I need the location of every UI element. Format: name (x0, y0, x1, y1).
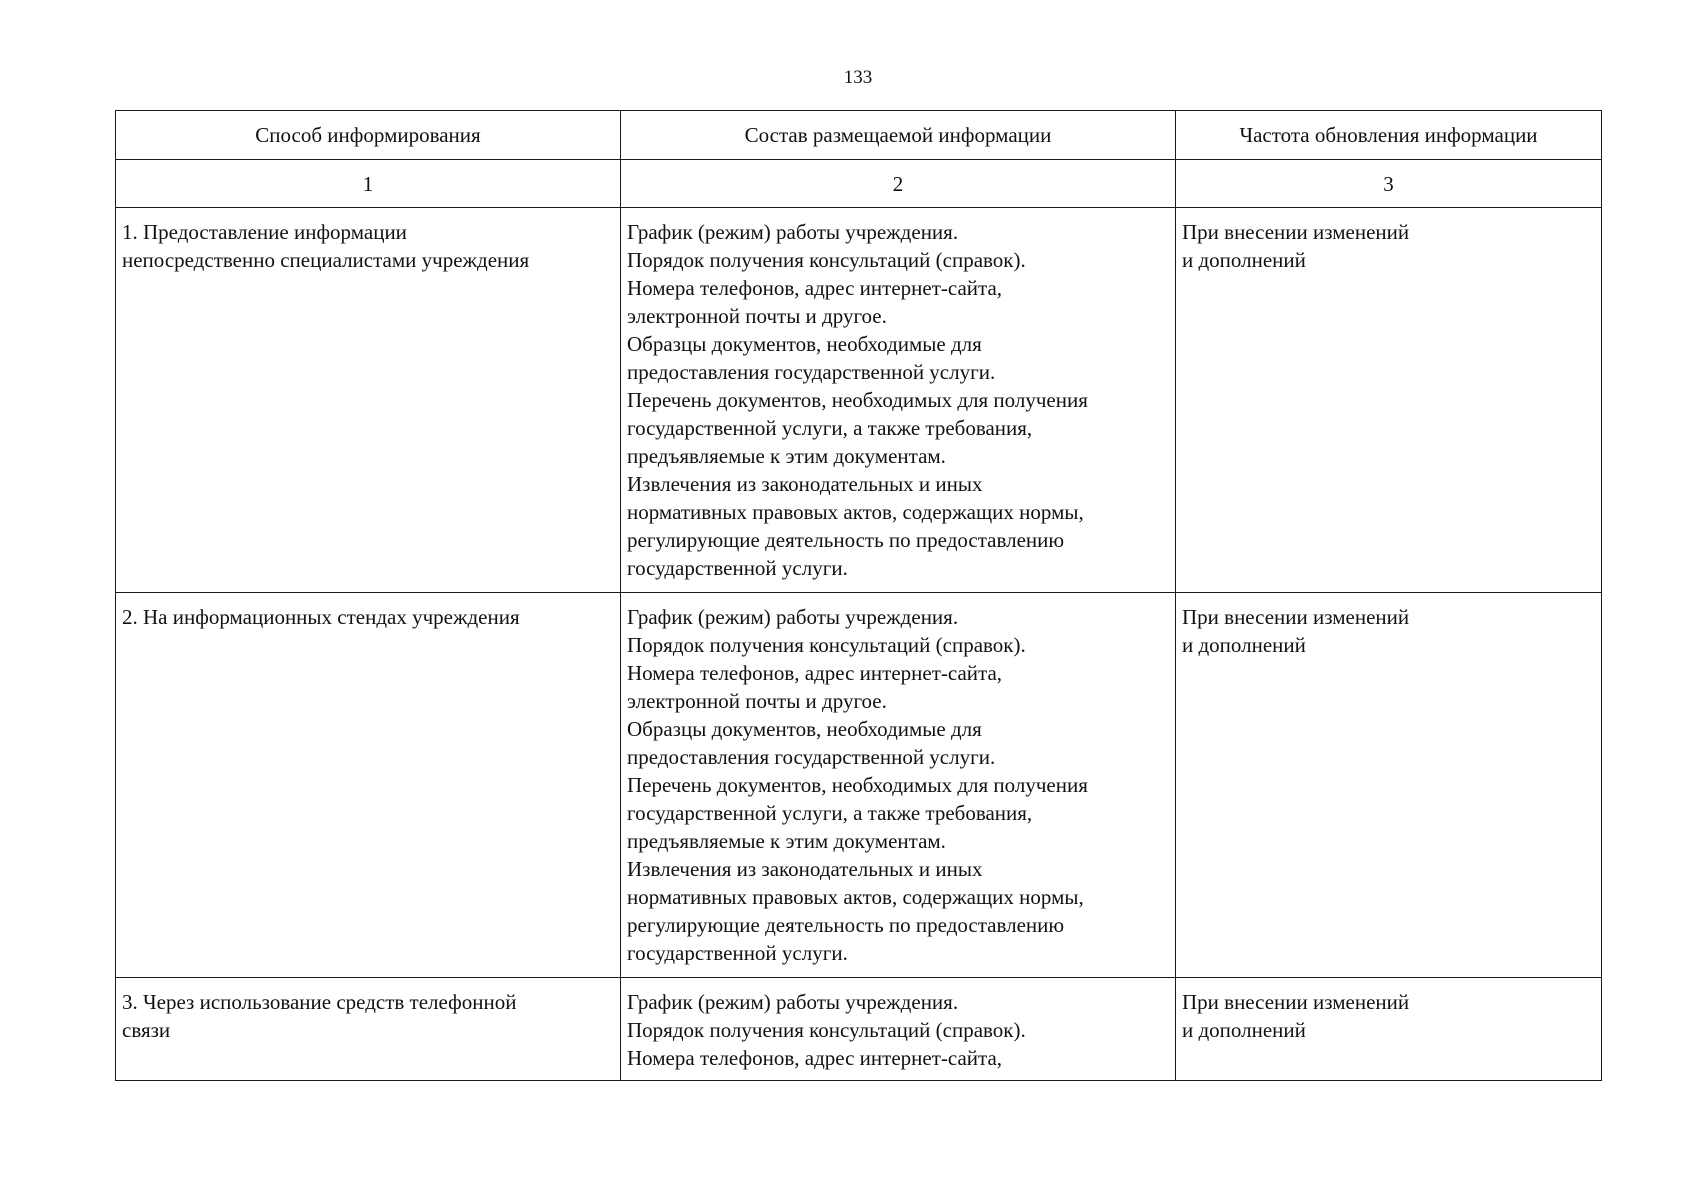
text-line: Порядок получения консультаций (справок). (627, 633, 1026, 657)
text-line: регулирующие деятельность по предоставлению (627, 913, 1065, 937)
content-cell (621, 593, 1176, 978)
text-line: 2. На информационных стендах учреждения (122, 605, 520, 629)
content-cell (621, 208, 1176, 593)
text-line: государственной услуги. (627, 556, 848, 580)
text-line: электронной почты и другое. (627, 689, 887, 713)
text-line: Номера телефонов, адрес интернет-сайта, (627, 1046, 1003, 1070)
text-line: регулирующие деятельность по предоставлению (627, 528, 1065, 552)
text-line: и дополнений (1182, 248, 1306, 272)
table-row (116, 208, 1602, 593)
text-line: 3. Через использование средств телефонной (122, 990, 517, 1014)
text-line: предоставления государственной услуги. (627, 745, 996, 769)
page-number: 133 (843, 67, 873, 88)
column-number-3: 3 (1176, 160, 1602, 208)
text-line: Порядок получения консультаций (справок). (627, 248, 1026, 272)
table-header-row (116, 111, 1602, 160)
text-line: Образцы документов, необходимые для (627, 717, 982, 741)
text-line: Образцы документов, необходимые для (627, 332, 982, 356)
header-content: Состав размещаемой информации (621, 111, 1176, 160)
header-frequency: Частота обновления информации (1176, 111, 1602, 160)
text-line: График (режим) работы учреждения. (627, 605, 959, 629)
frequency-cell (1176, 208, 1602, 593)
text-line: 1. Предоставление информации (122, 220, 407, 244)
text-line: и дополнений (1182, 1018, 1306, 1042)
header-method: Способ информирования (116, 111, 621, 160)
text-line: Номера телефонов, адрес интернет-сайта, (627, 276, 1003, 300)
text-line: Перечень документов, необходимых для получения (627, 388, 1088, 412)
table-row (116, 978, 1602, 1081)
text-line: При внесении изменений (1182, 220, 1410, 244)
column-number-row (116, 160, 1602, 208)
method-cell (116, 978, 621, 1081)
text-line: нормативных правовых актов, содержащих нормы, (627, 885, 1084, 909)
frequency-cell (1176, 593, 1602, 978)
text-line: Порядок получения консультаций (справок). (627, 1018, 1026, 1042)
text-line: предъявляемые к этим документам. (627, 444, 946, 468)
text-line: График (режим) работы учреждения. (627, 990, 959, 1014)
content-cell (621, 978, 1176, 1081)
text-line: предъявляемые к этим документам. (627, 829, 946, 853)
text-line: и дополнений (1182, 633, 1306, 657)
text-line: График (режим) работы учреждения. (627, 220, 959, 244)
column-number-2: 2 (621, 160, 1176, 208)
text-line: связи (122, 1018, 171, 1042)
text-line: Извлечения из законодательных и иных (627, 857, 983, 881)
information-table (115, 110, 1602, 1081)
method-cell (116, 593, 621, 978)
text-line: государственной услуги, а также требования, (627, 801, 1033, 825)
text-line: предоставления государственной услуги. (627, 360, 996, 384)
text-line: государственной услуги. (627, 941, 848, 965)
text-line: При внесении изменений (1182, 990, 1410, 1014)
text-line: государственной услуги, а также требования, (627, 416, 1033, 440)
column-number-1: 1 (116, 160, 621, 208)
text-line: Номера телефонов, адрес интернет-сайта, (627, 661, 1003, 685)
method-cell (116, 208, 621, 593)
text-line: электронной почты и другое. (627, 304, 887, 328)
frequency-cell (1176, 978, 1602, 1081)
text-line: нормативных правовых актов, содержащих нормы, (627, 500, 1084, 524)
table-row (116, 593, 1602, 978)
text-line: При внесении изменений (1182, 605, 1410, 629)
text-line: непосредственно специалистами учреждения (122, 248, 530, 272)
text-line: Извлечения из законодательных и иных (627, 472, 983, 496)
text-line: Перечень документов, необходимых для получения (627, 773, 1088, 797)
